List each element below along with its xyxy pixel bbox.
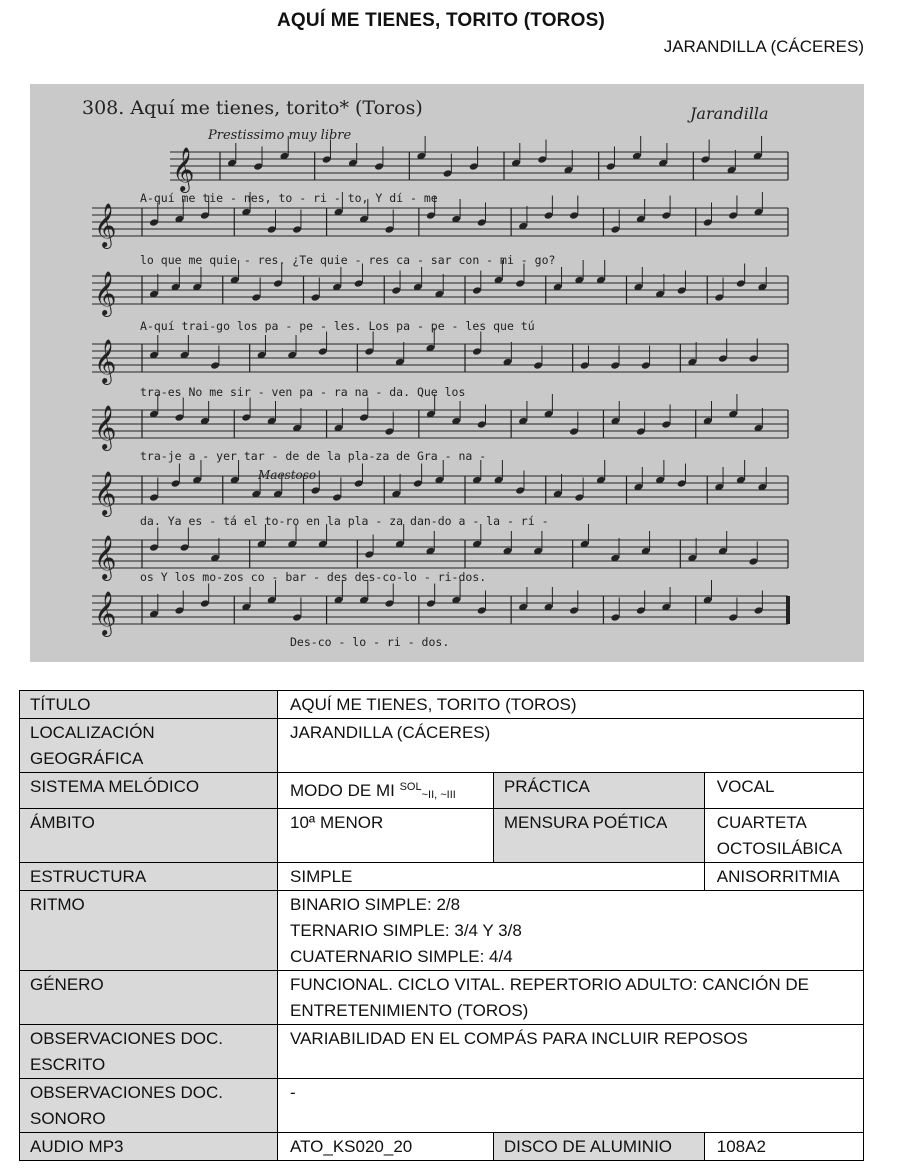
svg-text:𝄞: 𝄞 xyxy=(94,591,117,635)
staff xyxy=(92,460,788,517)
value-obs-escrito: VARIABILIDAD EN EL COMPÁS PARA INCLUIR REPOSOS xyxy=(278,1025,864,1079)
ritmo-line-2: TERNARIO SIMPLE: 3/4 Y 3/8 xyxy=(290,921,522,940)
page-title: AQUÍ ME TIENES, TORITO (TOROS) xyxy=(277,10,605,31)
label-genero: GÉNERO xyxy=(20,971,278,1025)
value-sistema xyxy=(278,773,494,809)
score-heading: 308. Aquí me tienes, torito* (Toros) xyxy=(82,97,423,119)
label-titulo: TÍTULO xyxy=(20,691,278,719)
metadata-table xyxy=(19,690,864,1161)
sistema-sub: ~II, ~III xyxy=(421,789,456,801)
label-sistema: SISTEMA MELÓDICO xyxy=(20,773,278,809)
lyric-line: os Y los mo-zos co - bar - des des-co-lo - ri-dos. xyxy=(140,570,487,584)
label-audio: AUDIO MP3 xyxy=(20,1133,278,1161)
label-localizacion: LOCALIZACIÓN GEOGRÁFICA xyxy=(20,719,278,773)
row-titulo xyxy=(20,691,864,719)
value-obs-sonoro: - xyxy=(278,1079,864,1133)
svg-text:𝄞: 𝄞 xyxy=(94,535,117,579)
lyric-line: A-quí me tie - nes, to - ri - to, Y dí - me xyxy=(140,191,438,205)
row-genero xyxy=(20,971,864,1025)
staff xyxy=(170,136,788,193)
svg-text:𝄞: 𝄞 xyxy=(94,471,117,515)
ritmo-line-1: BINARIO SIMPLE: 2/8 xyxy=(290,895,461,914)
row-obs-sonoro xyxy=(20,1079,864,1133)
lyric-line: lo que me quie - res. ¿Te quie - res ca - sar con - mi - go? xyxy=(140,253,556,267)
label-estructura: ESTRUCTURA xyxy=(20,863,278,891)
svg-text:𝄞: 𝄞 xyxy=(94,405,117,449)
sistema-sup: SOL xyxy=(399,781,422,793)
score-place: Jarandilla xyxy=(690,104,769,123)
staff xyxy=(92,394,788,451)
staff xyxy=(92,580,788,637)
value-ambito: 10ª MENOR xyxy=(278,809,494,863)
row-obs-escrito xyxy=(20,1025,864,1079)
lyric-line: da. Ya es - tá el to-ro en la pla - za dan-do a - la - rí - xyxy=(140,514,549,528)
staff xyxy=(92,328,788,385)
value-ritmo xyxy=(278,891,864,971)
lyric-line: tra-es No me sir - ven pa - ra na - da. Que los xyxy=(140,385,466,399)
row-ritmo xyxy=(20,891,864,971)
svg-text:𝄞: 𝄞 xyxy=(94,339,117,383)
value-estructura-extra: ANISORRITMIA xyxy=(704,863,863,891)
score-tempo-2: Maestoso xyxy=(258,468,317,482)
value-audio: ATO_KS020_20 xyxy=(278,1133,494,1161)
label-practica: PRÁCTICA xyxy=(493,773,704,809)
location-header: JARANDILLA (CÁCERES) xyxy=(663,37,864,56)
row-ambito xyxy=(20,809,864,863)
staff xyxy=(92,260,788,317)
label-obs-sonoro: OBSERVACIONES DOC. SONORO xyxy=(20,1079,278,1133)
svg-text:𝄞: 𝄞 xyxy=(94,271,117,315)
value-practica: VOCAL xyxy=(704,773,863,809)
lyric-line: tra-je a - yer tar - de de la pla-za de Gra - na - xyxy=(140,449,487,463)
value-localizacion: JARANDILLA (CÁCERES) xyxy=(278,719,864,773)
label-mensura: MENSURA POÉTICA xyxy=(493,809,704,863)
value-titulo: AQUÍ ME TIENES, TORITO (TOROS) xyxy=(278,691,864,719)
ritmo-line-3: CUATERNARIO SIMPLE: 4/4 xyxy=(290,947,513,966)
label-ritmo: RITMO xyxy=(20,891,278,971)
label-disco: DISCO DE ALUMINIO xyxy=(493,1133,704,1161)
score-tempo-1: Prestissimo muy libre xyxy=(208,128,352,143)
row-localizacion xyxy=(20,719,864,773)
value-disco: 108A2 xyxy=(704,1133,863,1161)
svg-text:𝄞: 𝄞 xyxy=(94,203,117,247)
row-estructura xyxy=(20,863,864,891)
row-audio xyxy=(20,1133,864,1161)
value-mensura: CUARTETA OCTOSILÁBICA xyxy=(704,809,863,863)
score-image xyxy=(30,84,864,662)
svg-text:𝄞: 𝄞 xyxy=(172,147,195,191)
lyric-line: Des-co - lo - ri - dos. xyxy=(290,635,450,649)
value-estructura: SIMPLE xyxy=(278,863,705,891)
lyric-line: A-quí trai-go los pa - pe - les. Los pa - pe - les que tú xyxy=(140,319,535,333)
label-obs-escrito: OBSERVACIONES DOC. ESCRITO xyxy=(20,1025,278,1079)
value-genero: FUNCIONAL. CICLO VITAL. REPERTORIO ADULTO: CANCIÓN DE ENTRETENIMIENTO (TOROS) xyxy=(278,971,864,1025)
sistema-text: MODO DE MI xyxy=(290,781,395,800)
label-ambito: ÁMBITO xyxy=(20,809,278,863)
row-sistema xyxy=(20,773,864,809)
